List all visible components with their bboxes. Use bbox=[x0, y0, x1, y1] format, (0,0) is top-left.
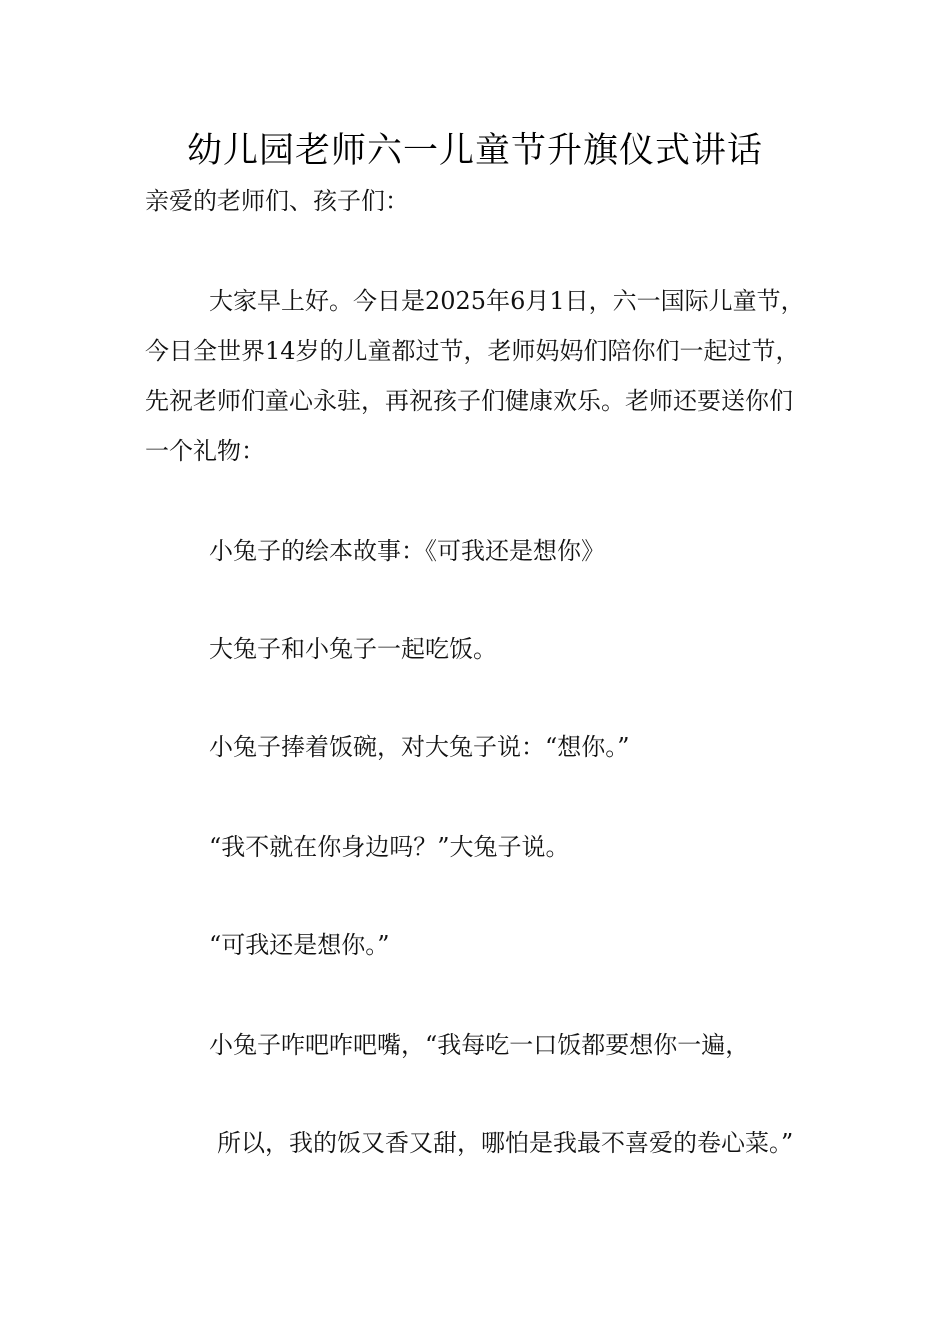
salutation: 亲爱的老师们、孩子们： bbox=[145, 187, 409, 215]
paragraph-story-line-5: 小兔子咋吧咋吧嘴，“我每吃一口饭都要想你一遍， bbox=[209, 1031, 750, 1059]
document-title: 幼儿园老师六一儿童节升旗仪式讲话 bbox=[186, 131, 763, 171]
paragraph-story-line-2: 小兔子捧着饭碗，对大兔子说：“想你。” bbox=[209, 733, 630, 761]
paragraph-story-line-3: “我不就在你身边吗？”大兔子说。 bbox=[209, 833, 570, 861]
paragraph-story-line-1: 大兔子和小兔子一起吃饭。 bbox=[209, 635, 497, 663]
paragraph-greeting: 大家早上好。今日是2025年6月1日，六一国际儿童节，今日全世界14岁的儿童都过节，老师妈妈们陪你们一起过节，先祝老师们童心永驻，再祝孩子们健康欢乐。老师还要送你们一个礼物： bbox=[145, 287, 805, 465]
paragraph-story-line-6: 所以，我的饭又香又甜，哪怕是我最不喜爱的卷心菜。” bbox=[217, 1129, 794, 1157]
paragraph-story-line-4: “可我还是想你。” bbox=[209, 931, 390, 959]
paragraph-story-title: 小兔子的绘本故事：《可我还是想你》 bbox=[209, 537, 605, 565]
